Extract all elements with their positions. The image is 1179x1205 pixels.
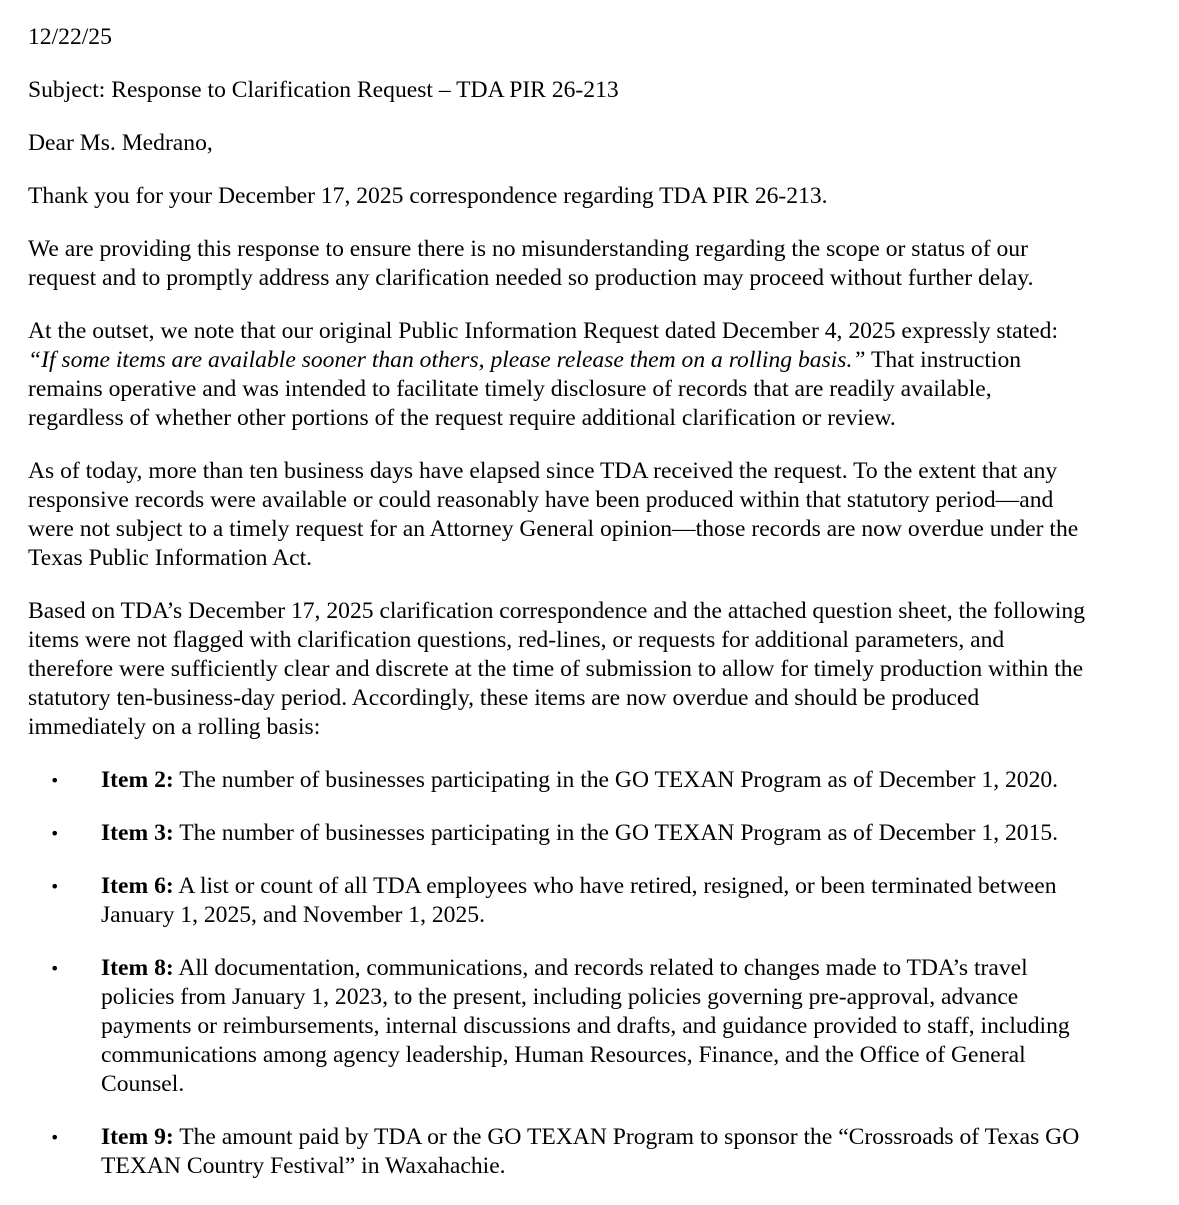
- letter-thanks: [28, 182, 1158, 211]
- paragraph-line: responsive records were available or could reasonably have been produced within that statutory period—and: [28, 487, 1054, 513]
- item-text: A list or count of all TDA employees who have retired, resigned, or been terminated between: [178, 873, 1057, 899]
- bullet-icon: •: [50, 771, 60, 790]
- item-text: All documentation, communications, and records related to changes made to TDA’s travel: [178, 955, 1028, 981]
- bullet-icon: •: [50, 1128, 60, 1147]
- paragraph-unflagged-items: [28, 597, 1158, 742]
- paragraph-line: were not subject to a timely request for an Attorney General opinion—those records are now overdue under the: [28, 516, 1079, 542]
- item-line: Counsel.: [101, 1071, 185, 1097]
- item-line: communications among agency leadership, Human Resources, Finance, and the Office of General: [101, 1042, 1026, 1068]
- paragraph-overdue: [28, 457, 1158, 573]
- item-text: The number of businesses participating in the GO TEXAN Program as of December 1, 2020.: [179, 767, 1059, 793]
- item-line: [101, 1123, 1158, 1152]
- paragraph-line: statutory ten-business-day period. Accordingly, these items are now overdue and should be produced: [28, 685, 980, 711]
- paragraph-line: Texas Public Information Act.: [28, 545, 313, 571]
- quote-continuation: That instruction: [865, 347, 1022, 373]
- item-label: Item 6:: [101, 873, 174, 899]
- item-line: [101, 766, 1158, 795]
- thanks-text: Thank you for your December 17, 2025 correspondence regarding TDA PIR 26-213.: [28, 183, 828, 209]
- paragraph-line: therefore were sufficiently clear and discrete at the time of submission to allow for timely production within the: [28, 656, 1084, 682]
- paragraph-line: At the outset, we note that our original Public Information Request dated December 4, 2025 expressly stated:: [28, 318, 1059, 344]
- item-label: Item 8:: [101, 955, 174, 981]
- item-label: Item 3:: [101, 820, 174, 846]
- paragraph-line: remains operative and was intended to facilitate timely disclosure of records that are readily available,: [28, 376, 992, 402]
- item-label: Item 2:: [101, 767, 174, 793]
- bullet-icon: •: [50, 824, 60, 843]
- date-text: 12/22/25: [28, 24, 112, 50]
- greeting-text: Dear Ms. Medrano,: [28, 130, 213, 156]
- letter-subject: [28, 76, 1158, 105]
- item-line: payments or reimbursements, internal discussions and drafts, and guidance provided to staff, including: [101, 1013, 1070, 1039]
- item-line: policies from January 1, 2023, to the present, including policies governing pre-approval, advance: [101, 984, 1019, 1010]
- item-line: [101, 872, 1158, 901]
- letter-date: [28, 23, 1158, 52]
- paragraph-line: items were not flagged with clarification questions, red-lines, or requests for additional parameters, and: [28, 627, 1005, 653]
- paragraph-line: As of today, more than ten business days have elapsed since TDA received the request. To the extent that any: [28, 458, 1058, 484]
- paragraph-line: request and to promptly address any clarification needed so production may proceed without further delay.: [28, 265, 1034, 291]
- rolling-basis-quote: “If some items are available sooner than others, please release them on a rolling basis.”: [28, 347, 866, 373]
- bullet-icon: •: [50, 959, 60, 978]
- item-text: The number of businesses participating in the GO TEXAN Program as of December 1, 2015.: [179, 820, 1059, 846]
- item-line: January 1, 2025, and November 1, 2025.: [101, 902, 485, 928]
- subject-text: Subject: Response to Clarification Request – TDA PIR 26-213: [28, 77, 619, 103]
- list-item: [28, 1123, 1158, 1181]
- item-line: [101, 819, 1158, 848]
- list-item: [28, 954, 1158, 1099]
- paragraph-line: immediately on a rolling basis:: [28, 714, 321, 740]
- item-line: TEXAN Country Festival” in Waxahachie.: [101, 1153, 506, 1179]
- paragraph-rolling-basis: [28, 317, 1158, 433]
- list-item: [28, 872, 1158, 930]
- letter-greeting: [28, 129, 1158, 158]
- item-label: Item 9:: [101, 1124, 174, 1150]
- list-item: [28, 819, 1158, 848]
- overdue-items-list: [28, 766, 1158, 1181]
- list-item: [28, 766, 1158, 795]
- letter-document: [28, 23, 1158, 1205]
- paragraph-line: regardless of whether other portions of the request require additional clarification or review.: [28, 405, 896, 431]
- paragraph-line: We are providing this response to ensure there is no misunderstanding regarding the scope or status of our: [28, 236, 1028, 262]
- item-line: [101, 954, 1158, 983]
- bullet-icon: •: [50, 877, 60, 896]
- item-text: The amount paid by TDA or the GO TEXAN Program to sponsor the “Crossroads of Texas GO: [179, 1124, 1080, 1150]
- paragraph-purpose: [28, 235, 1158, 293]
- paragraph-line: [28, 346, 1158, 375]
- paragraph-line: Based on TDA’s December 17, 2025 clarification correspondence and the attached question sheet, the following: [28, 598, 1086, 624]
